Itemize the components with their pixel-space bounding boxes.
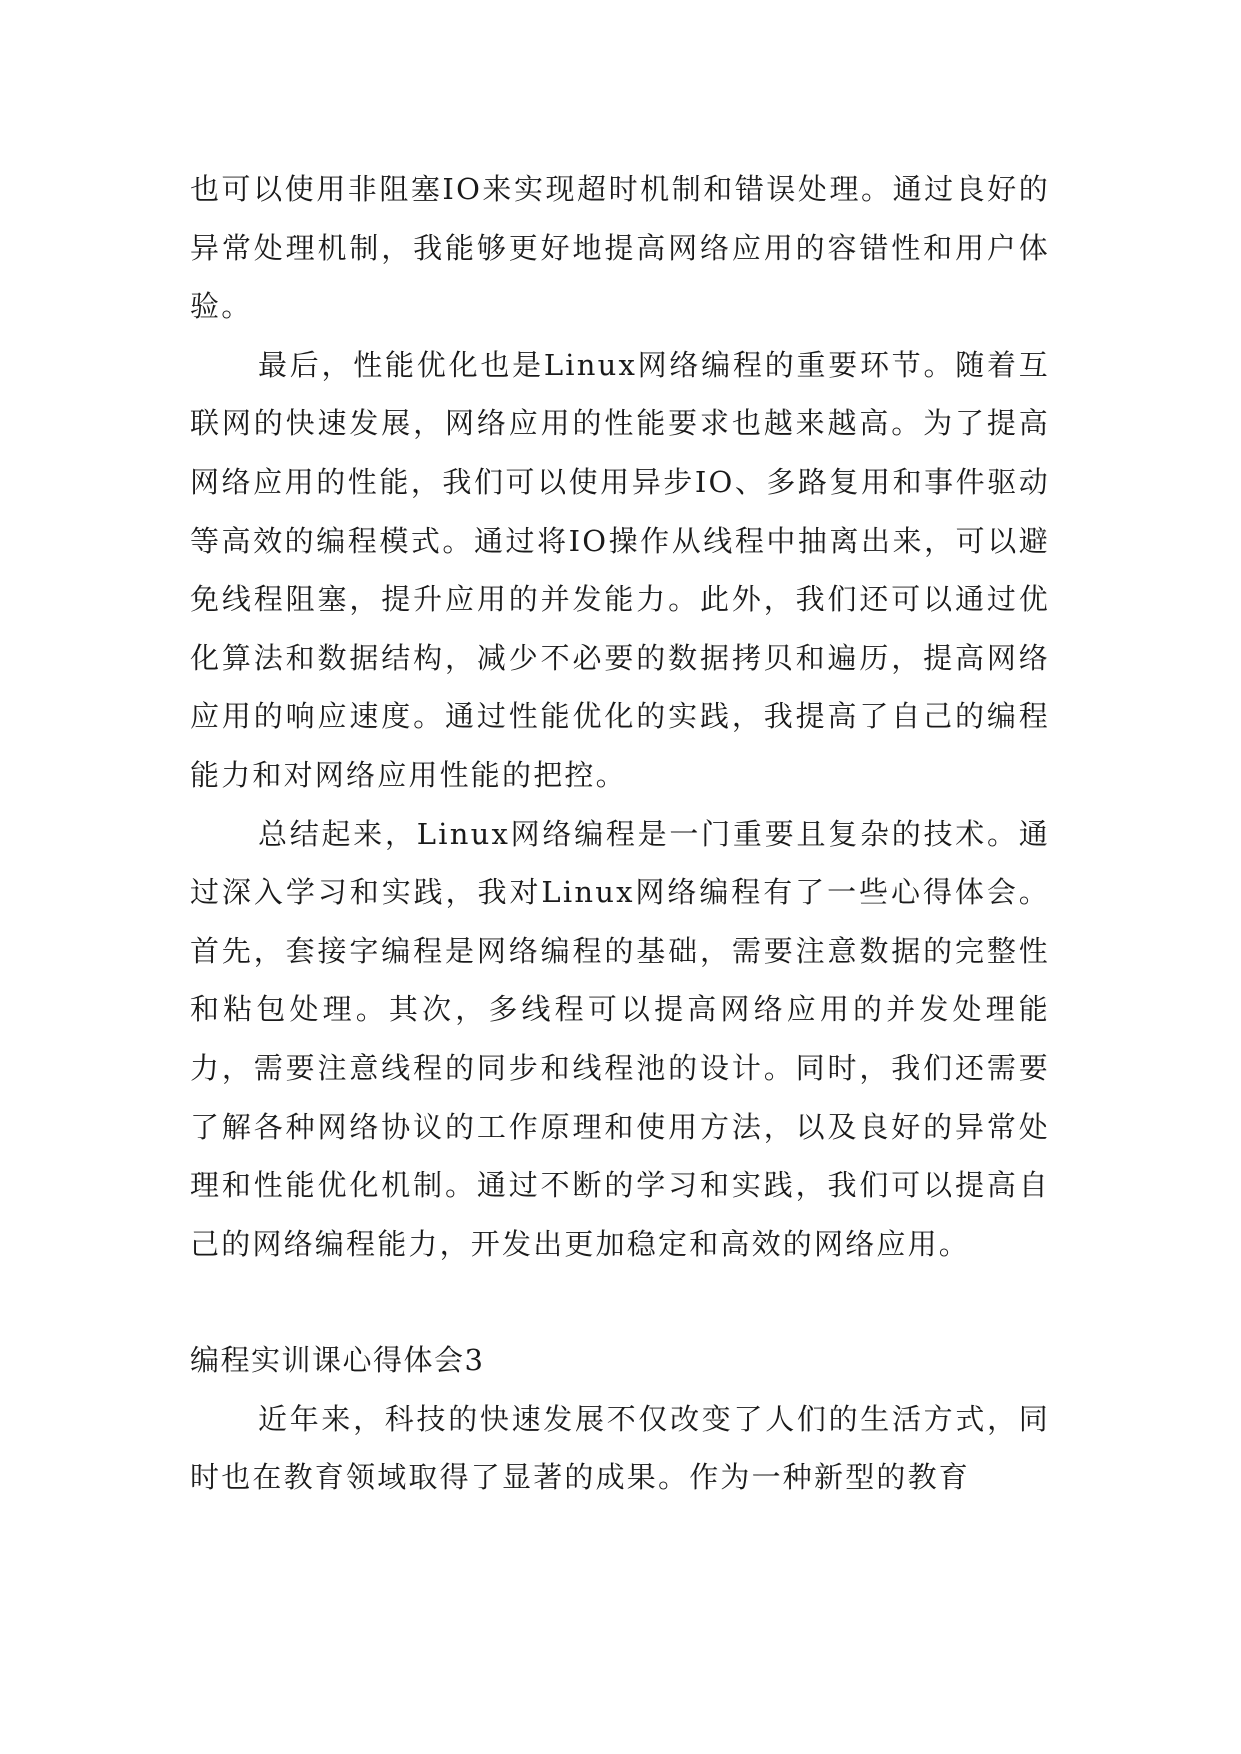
paragraph-summary: 总结起来，Linux网络编程是一门重要且复杂的技术。通过深入学习和实践，我对Linux网络编程有了一些心得体会。首先，套接字编程是网络编程的基础，需要注意数据的完整性和粘包处理。其次，多线程可以提高网络应用的并发处理能力，需要注意线程的同步和线程池的设计。同时，我们还需要了解各种网络协议的工作原理和使用方法，以及良好的异常处理和性能优化机制。通过不断的学习和实践，我们可以提高自己的网络编程能力，开发出更加稳定和高效的网络应用。 (190, 816, 1050, 1261)
paragraph-section-intro: 近年来，科技的快速发展不仅改变了人们的生活方式，同时也在教育领域取得了显著的成果。作为一种新型的教育 (190, 1401, 1050, 1495)
paragraph-continuation: 也可以使用非阻塞IO来实现超时机制和错误处理。通过良好的异常处理机制，我能够更好地提高网络应用的容错性和用户体验。 (190, 172, 1050, 324)
section-heading: 编程实训课心得体会3 (190, 1343, 485, 1378)
paragraph-performance-optimization: 最后，性能优化也是Linux网络编程的重要环节。随着互联网的快速发展，网络应用的性能要求也越来越高。为了提高网络应用的性能，我们可以使用异步IO、多路复用和事件驱动等高效的编程模式。通过将IO操作从线程中抽离出来，可以避免线程阻塞，提升应用的并发能力。此外，我们还可以通过优化算法和数据结构，减少不必要的数据拷贝和遍历，提高网络应用的响应速度。通过性能优化的实践，我提高了自己的编程能力和对网络应用性能的把控。 (190, 347, 1050, 792)
document-body (190, 160, 1050, 1507)
